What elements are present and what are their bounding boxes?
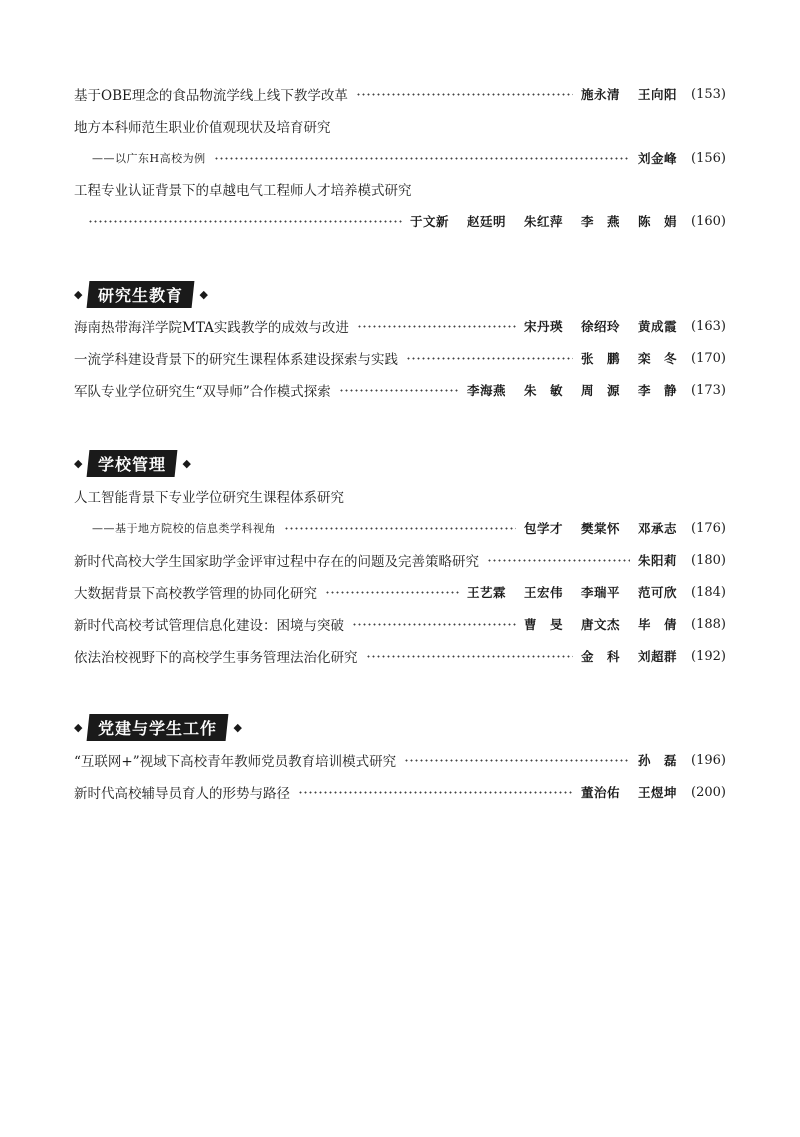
leader-dots xyxy=(214,157,630,160)
leader-dots xyxy=(487,559,630,562)
author-name: 张 鹏 xyxy=(581,351,621,366)
author-name: 陈 娟 xyxy=(638,214,678,229)
entry-title: 新时代高校大学生国家助学金评审过程中存在的问题及完善策略研究 xyxy=(74,554,479,570)
toc-entry[interactable] xyxy=(74,748,726,772)
author-name: 董治佑 xyxy=(581,785,621,800)
entry-authors xyxy=(638,551,677,569)
toc-entry[interactable] xyxy=(74,612,726,636)
section-heading-text: 学校管理 xyxy=(98,454,167,474)
entry-title: 依法治校视野下的高校学生事务管理法治化研究 xyxy=(74,650,358,666)
author-name: 李瑞平 xyxy=(581,585,621,600)
author-name: 樊棠怀 xyxy=(581,521,621,536)
section-heading-label xyxy=(87,450,178,477)
section-heading-label xyxy=(87,281,195,308)
leader-dots xyxy=(325,591,459,594)
author-name: 李 燕 xyxy=(581,214,621,229)
leader-dots xyxy=(352,623,516,626)
toc-entry[interactable] xyxy=(74,378,726,402)
diamond-icon: ◆ xyxy=(199,287,208,301)
entry-authors xyxy=(467,583,677,601)
toc-entry[interactable] xyxy=(74,346,726,370)
entry-page-number: (192) xyxy=(691,648,726,664)
entry-authors xyxy=(524,317,677,335)
author-name: 于文新 xyxy=(409,214,449,229)
entry-authors xyxy=(638,149,677,167)
author-name: 李 静 xyxy=(638,383,678,398)
leader-dots xyxy=(356,93,573,96)
entry-authors xyxy=(581,85,677,103)
entry-title: 基于OBE理念的食品物流学线上线下教学改革 xyxy=(74,88,348,104)
author-name: 王煜坤 xyxy=(638,785,678,800)
author-name: 范可欣 xyxy=(638,585,678,600)
leader-dots xyxy=(404,759,630,762)
section-heading xyxy=(74,451,191,475)
entry-authors xyxy=(524,615,677,633)
author-name: 包学才 xyxy=(523,521,563,536)
entry-page-number: (153) xyxy=(691,86,726,102)
toc-entry[interactable] xyxy=(74,580,726,604)
entry-title: 军队专业学位研究生“双导师”合作模式探索 xyxy=(74,384,331,400)
toc-entry-continuation[interactable] xyxy=(74,146,726,170)
entry-title: 新时代高校辅导员育人的形势与路径 xyxy=(74,786,290,802)
author-name: 施永清 xyxy=(581,87,621,102)
leader-dots xyxy=(298,791,573,794)
entry-page-number: (200) xyxy=(691,784,726,800)
author-name: 朱红萍 xyxy=(523,214,563,229)
section-heading-label xyxy=(87,714,229,741)
author-name: 毕 倩 xyxy=(638,617,678,632)
entry-title: 大数据背景下高校教学管理的协同化研究 xyxy=(74,586,317,602)
author-name: 朱 敏 xyxy=(523,383,563,398)
diamond-icon: ◆ xyxy=(74,720,83,734)
entry-authors xyxy=(467,381,677,399)
author-name: 徐绍玲 xyxy=(581,319,621,334)
entry-authors xyxy=(581,349,677,367)
toc-entry[interactable] xyxy=(74,780,726,804)
toc-entry[interactable] xyxy=(74,548,726,572)
entry-page-number: (163) xyxy=(691,318,726,334)
author-name: 朱阳莉 xyxy=(638,553,678,568)
leader-dots xyxy=(357,325,516,328)
diamond-icon: ◆ xyxy=(182,456,191,470)
entry-page-number: (188) xyxy=(691,616,726,632)
toc-entry[interactable] xyxy=(74,484,726,508)
entry-authors xyxy=(524,519,677,537)
author-name: 李海燕 xyxy=(466,383,506,398)
entry-authors xyxy=(581,783,677,801)
entry-page-number: (170) xyxy=(691,350,726,366)
author-name: 赵廷明 xyxy=(466,214,506,229)
entry-title: 新时代高校考试管理信息化建设：困境与突破 xyxy=(74,618,344,634)
diamond-icon: ◆ xyxy=(233,720,242,734)
diamond-icon: ◆ xyxy=(74,287,83,301)
author-name: 孙 磊 xyxy=(638,753,678,768)
entry-authors xyxy=(581,647,677,665)
toc-entry[interactable] xyxy=(74,644,726,668)
author-name: 王艺霖 xyxy=(466,585,506,600)
author-name: 周 源 xyxy=(581,383,621,398)
section-heading xyxy=(74,282,208,306)
entry-subtitle: ——基于地方院校的信息类学科视角 xyxy=(92,522,276,535)
entry-subtitle: ——以广东H高校为例 xyxy=(92,152,206,165)
author-name: 王向阳 xyxy=(638,87,678,102)
toc-entry[interactable] xyxy=(74,114,726,138)
author-name: 金 科 xyxy=(581,649,621,664)
toc-entry[interactable] xyxy=(74,177,726,201)
entry-title: “互联网+”视域下高校青年教师党员教育培训模式研究 xyxy=(74,754,397,770)
author-name: 王宏伟 xyxy=(523,585,563,600)
toc-entry-continuation[interactable] xyxy=(74,209,726,233)
leader-dots xyxy=(88,220,402,223)
toc-entry-continuation[interactable] xyxy=(74,516,726,540)
leader-dots xyxy=(339,389,459,392)
leader-dots xyxy=(284,527,516,530)
entry-title: 海南热带海洋学院MTA实践教学的成效与改进 xyxy=(74,320,349,336)
entry-page-number: (180) xyxy=(691,552,726,568)
leader-dots xyxy=(406,357,573,360)
author-name: 曹 旻 xyxy=(523,617,563,632)
entry-page-number: (156) xyxy=(691,150,726,166)
entry-authors xyxy=(410,212,677,230)
leader-dots xyxy=(366,655,574,658)
entry-page-number: (196) xyxy=(691,752,726,768)
author-name: 黄成霞 xyxy=(638,319,678,334)
entry-title: 人工智能背景下专业学位研究生课程体系研究 xyxy=(74,490,344,506)
diamond-icon: ◆ xyxy=(74,456,83,470)
entry-title: 工程专业认证背景下的卓越电气工程师人才培养模式研究 xyxy=(74,183,412,199)
toc-entry[interactable] xyxy=(74,82,726,106)
section-heading-text: 党建与学生工作 xyxy=(98,718,218,738)
section-heading-text: 研究生教育 xyxy=(98,285,184,305)
section-heading xyxy=(74,715,242,739)
author-name: 唐文杰 xyxy=(581,617,621,632)
entry-title: 一流学科建设背景下的研究生课程体系建设探索与实践 xyxy=(74,352,398,368)
entry-authors xyxy=(638,751,677,769)
entry-page-number: (173) xyxy=(691,382,726,398)
author-name: 栾 冬 xyxy=(638,351,678,366)
author-name: 刘金峰 xyxy=(638,151,678,166)
author-name: 邓承志 xyxy=(638,521,678,536)
toc-entry[interactable] xyxy=(74,314,726,338)
entry-title: 地方本科师范生职业价值观现状及培育研究 xyxy=(74,120,331,136)
entry-page-number: (176) xyxy=(691,520,726,536)
author-name: 刘超群 xyxy=(638,649,678,664)
entry-page-number: (184) xyxy=(691,584,726,600)
entry-page-number: (160) xyxy=(691,213,726,229)
author-name: 宋丹瑛 xyxy=(523,319,563,334)
